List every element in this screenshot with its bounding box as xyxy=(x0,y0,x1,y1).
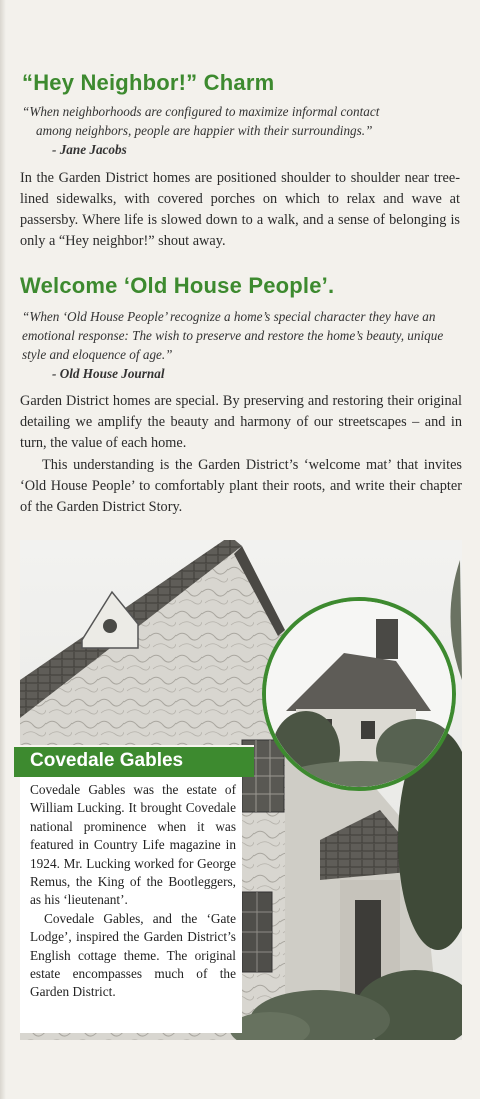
caption-title: Covedale Gables xyxy=(30,750,184,771)
caption-box xyxy=(20,777,242,1033)
quote-old-house-journal xyxy=(22,307,462,383)
paragraph-welcome-mat: This understanding is the Garden District’s ‘welcome mat’ that invites ‘Old House People’ to comfortably plant their roots, and write their chapter of the Garden District Story. xyxy=(20,457,462,515)
quote-author: - Old House Journal xyxy=(52,366,165,381)
paragraph-special-homes: Garden District homes are special. By preserving and restoring their original detailing we amplify the beauty and harmony of our streetscapes – and in turn, the value of each home. xyxy=(20,393,462,451)
quote-text: “When ‘Old House People’ recognize a home’s special character they have an emotional response: The wish to preserve and restore the home’s beauty, unique style and eloquence of age.” xyxy=(22,309,444,362)
heading-hey-neighbor: “Hey Neighbor!” Charm xyxy=(22,70,275,95)
fold-edge xyxy=(0,0,6,1099)
gate-lodge-inset-photo xyxy=(262,597,456,791)
quote-line-1: “When neighborhoods are configured to maximize informal contact xyxy=(22,104,380,119)
heading-old-house-people: Welcome ‘Old House People’. xyxy=(20,273,335,298)
quote-line-2: among neighbors, people are happier with their surroundings.” xyxy=(36,123,373,138)
quote-author: - Jane Jacobs xyxy=(52,142,127,157)
paragraph-neighbor: In the Garden District homes are positioned shoulder to shoulder near tree-lined sidewalks, with covered porches on which to relax and wave at passersby. Where life is slowed down to a walk, and a sense of belonging is only a “Hey neighbor!” shout away. xyxy=(20,170,460,249)
caption-paragraph-1: Covedale Gables was the estate of William Lucking. It brought Covedale national prominence when it was featured in Country Life magazine in 1924. Mr. Lucking worked for George Remus, the King of the Bootleggers, as his ‘lieutenant’. xyxy=(30,782,236,908)
caption-title-bar xyxy=(14,745,254,777)
quote-jane-jacobs xyxy=(22,102,462,159)
caption-paragraph-2: Covedale Gables, and the ‘Gate Lodge’, inspired the Garden District’s English cottage theme. The original estate encompasses much of the Garden District. xyxy=(30,910,236,1000)
